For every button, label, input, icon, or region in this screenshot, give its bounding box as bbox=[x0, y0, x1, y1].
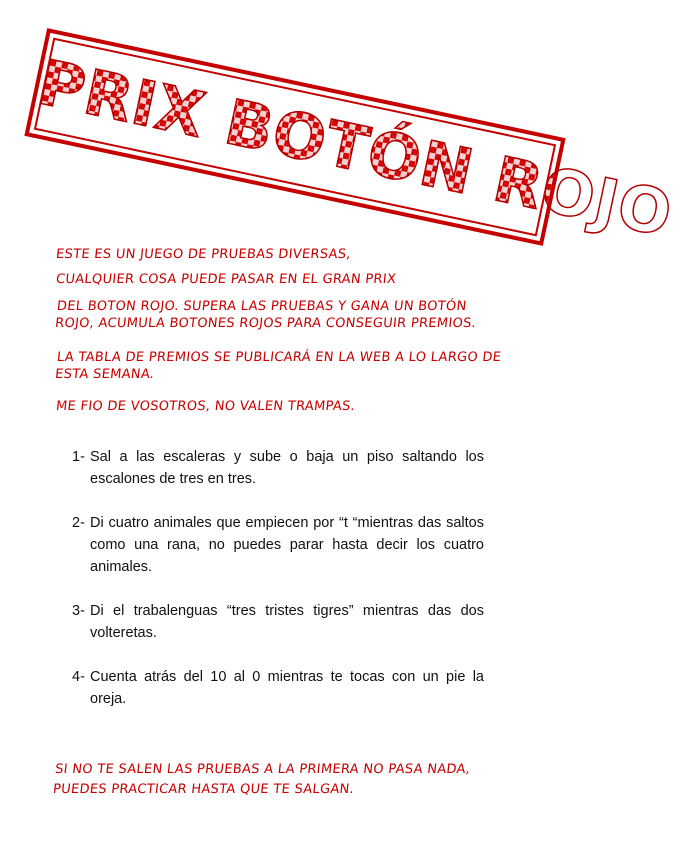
intro-line-1: ESTE ES UN JUEGO DE PRUEBAS DIVERSAS, bbox=[55, 247, 352, 262]
intro-line-4: LA TABLA DE PREMIOS SE PUBLICARÁ EN LA WEB A LO LARGO DE ESTA SEMANA. bbox=[54, 350, 502, 382]
list-item bbox=[72, 600, 484, 644]
page-title: PRIX BOTÓN ROJO bbox=[32, 45, 679, 252]
task-text: Sal a las escaleras y sube o baja un piso saltando los escalones de tres en tres. bbox=[90, 449, 484, 487]
task-number: 3 - bbox=[72, 600, 85, 622]
list-item bbox=[72, 446, 484, 490]
task-text: Di cuatro animales que empiecen por “t “mientras das saltos como una rana, no puedes parar hasta decir los cuatro animales. bbox=[90, 515, 484, 575]
footer-note: SI NO TE SALEN LAS PRUEBAS A LA PRIMERA NO PASA NADA, PUEDES PRACTICAR HASTA QUE TE SALGAN. bbox=[52, 762, 471, 797]
list-item bbox=[72, 666, 484, 710]
task-list bbox=[72, 446, 484, 732]
task-number: 4 - bbox=[72, 666, 85, 688]
intro-line-3: DEL BOTON ROJO. SUPERA LAS PRUEBAS Y GANA UN BOTÓN ROJO, ACUMULA BOTONES ROJOS PARA CONSEGUIR PREMIOS. bbox=[54, 299, 477, 331]
task-text: Di el trabalenguas “tres tristes tigres” mientras das dos volteretas. bbox=[90, 603, 484, 641]
task-text: Cuenta atrás del 10 al 0 mientras te tocas con un pie la oreja. bbox=[90, 669, 484, 707]
title-stamp bbox=[24, 28, 679, 252]
task-number: 2 - bbox=[72, 512, 85, 534]
task-number: 1 - bbox=[72, 446, 85, 468]
intro-line-2: CUALQUIER COSA PUEDE PASAR EN EL GRAN PRIX bbox=[55, 272, 397, 287]
list-item bbox=[72, 512, 484, 578]
intro-line-5: ME FIO DE VOSOTROS, NO VALEN TRAMPAS. bbox=[55, 399, 356, 414]
